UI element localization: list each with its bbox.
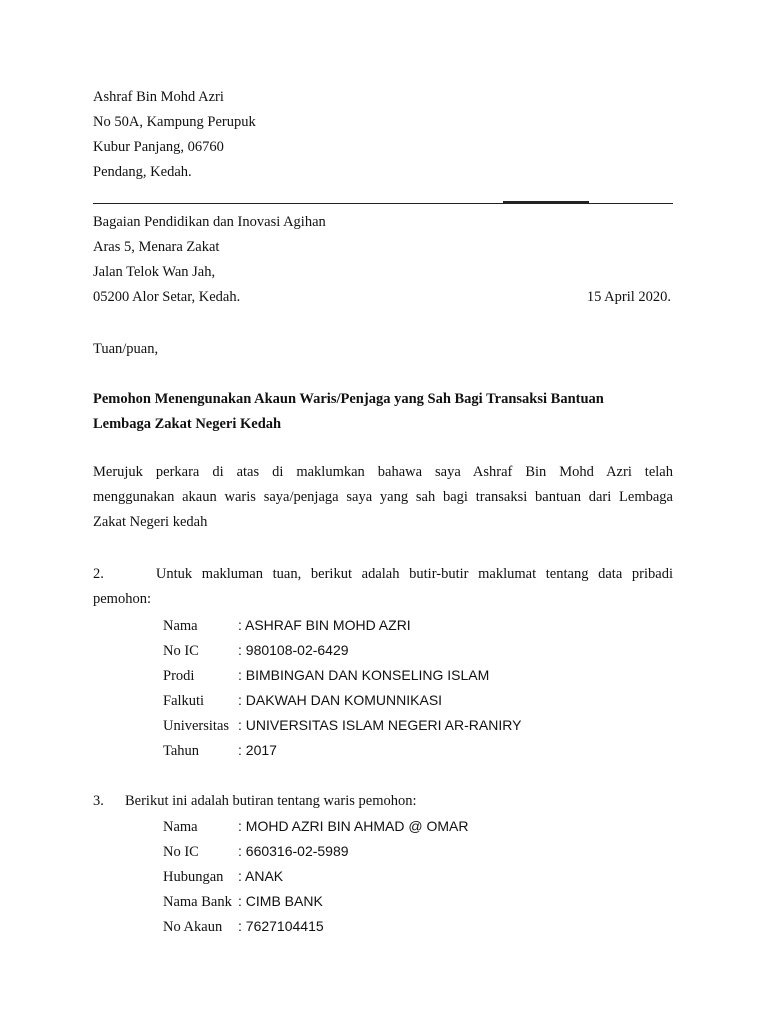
paragraph-row: Zakat Negeri kedah bbox=[93, 514, 208, 530]
recipient-address-line: Aras 5, Menara Zakat bbox=[93, 239, 220, 255]
guardian-field bbox=[163, 842, 349, 861]
header-divider-accent bbox=[503, 201, 589, 203]
field-label: Nama Bank bbox=[163, 894, 232, 910]
section-number: 2. bbox=[93, 566, 104, 582]
applicant-field bbox=[163, 616, 411, 635]
subject-line: Lembaga Zakat Negeri Kedah bbox=[93, 416, 282, 432]
section-2-row: pemohon: bbox=[93, 591, 151, 607]
applicant-field bbox=[163, 691, 442, 710]
applicant-field bbox=[163, 741, 277, 760]
applicant-field bbox=[163, 716, 521, 735]
field-value: : ANAK bbox=[238, 868, 284, 884]
field-value: : MOHD AZRI BIN AHMAD @ OMAR bbox=[238, 818, 469, 834]
field-value: : DAKWAH DAN KOMUNNIKASI bbox=[238, 692, 443, 708]
field-label: Tahun bbox=[163, 743, 200, 759]
field-label: Hubungan bbox=[163, 869, 224, 885]
field-value: : 980108-02-6429 bbox=[238, 642, 349, 658]
field-value: : 2017 bbox=[238, 742, 277, 758]
field-value: : 660316-02-5989 bbox=[238, 843, 349, 859]
guardian-field bbox=[163, 817, 468, 836]
applicant-field bbox=[163, 666, 489, 685]
guardian-field bbox=[163, 892, 323, 911]
sender-name: Ashraf Bin Mohd Azri bbox=[93, 89, 224, 105]
paragraph-row: Merujuk perkara di atas di maklumkan bahawa saya Ashraf Bin Mohd Azri telah bbox=[93, 464, 673, 480]
field-label: Nama bbox=[163, 819, 198, 835]
section-number: 3. bbox=[93, 793, 104, 809]
guardian-field bbox=[163, 867, 283, 886]
section-3-text: Berikut ini adalah butiran tentang waris pemohon: bbox=[125, 793, 417, 809]
field-label: No IC bbox=[163, 643, 199, 659]
section-2-text: Untuk makluman tuan, berikut adalah butir-butir maklumat tentang data pribadi bbox=[155, 566, 673, 582]
recipient-address-line: Bagaian Pendidikan dan Inovasi Agihan bbox=[93, 214, 326, 230]
recipient-address-line: Jalan Telok Wan Jah, bbox=[93, 264, 216, 280]
field-label: Nama bbox=[163, 618, 198, 634]
field-value: : CIMB BANK bbox=[238, 893, 323, 909]
sender-address-line: Pendang, Kedah. bbox=[93, 164, 192, 180]
field-value: : 7627104415 bbox=[238, 918, 324, 934]
letter-date: 15 April 2020. bbox=[586, 289, 671, 305]
field-value: : BIMBINGAN DAN KONSELING ISLAM bbox=[238, 667, 490, 683]
applicant-field bbox=[163, 641, 349, 660]
subject-line: Pemohon Menengunakan Akaun Waris/Penjaga yang Sah Bagi Transaksi Bantuan bbox=[93, 391, 604, 407]
field-value: : UNIVERSITAS ISLAM NEGERI AR-RANIRY bbox=[238, 717, 522, 733]
section-3-heading bbox=[93, 792, 417, 810]
field-label: Prodi bbox=[163, 668, 195, 684]
intro-paragraph bbox=[93, 460, 673, 535]
field-value: : ASHRAF BIN MOHD AZRI bbox=[238, 617, 411, 633]
field-label: No IC bbox=[163, 844, 199, 860]
paragraph-row: menggunakan akaun waris saya/penjaga saya yang sah bagi transaksi bantuan dari Lembaga bbox=[93, 489, 673, 505]
sender-address-line: No 50A, Kampung Perupuk bbox=[93, 114, 256, 130]
field-label: Falkuti bbox=[163, 693, 205, 709]
field-label: No Akaun bbox=[163, 919, 223, 935]
guardian-field bbox=[163, 917, 324, 936]
sender-address-line: Kubur Panjang, 06760 bbox=[93, 139, 224, 155]
field-label: Universitas bbox=[163, 718, 230, 734]
recipient-address-line: 05200 Alor Setar, Kedah. bbox=[93, 289, 241, 305]
salutation: Tuan/puan, bbox=[93, 341, 159, 357]
header-divider bbox=[93, 203, 673, 204]
section-2-paragraph bbox=[93, 562, 673, 612]
section-2-row bbox=[93, 562, 673, 587]
